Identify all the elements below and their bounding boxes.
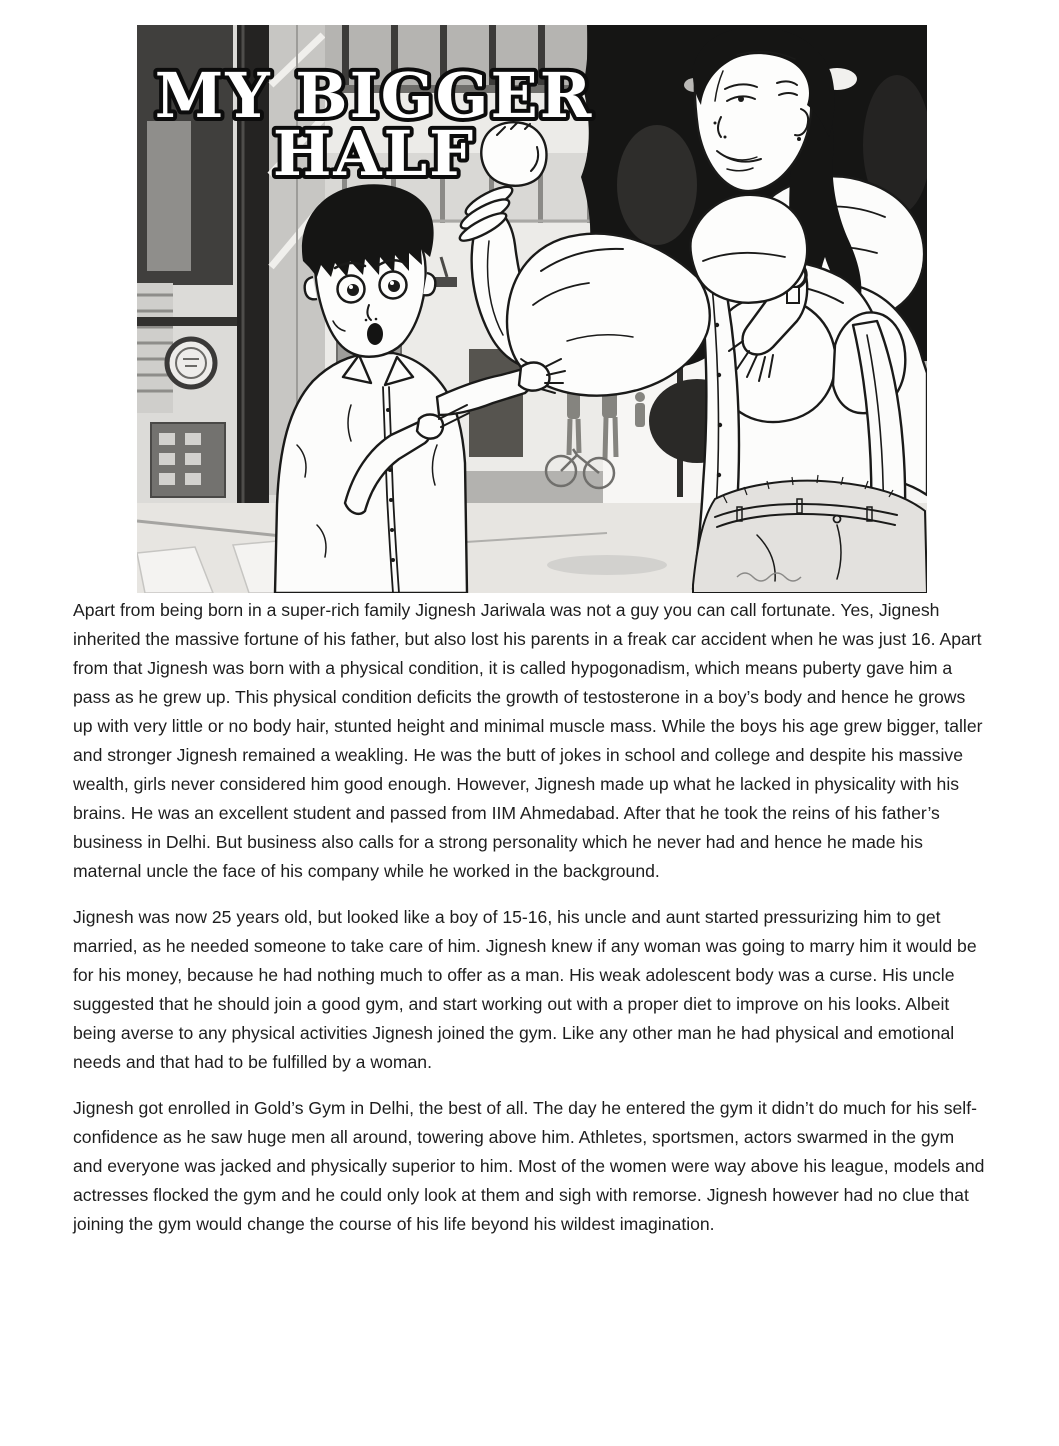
denim-shorts [693,475,927,593]
story-paragraph-3: Jignesh got enrolled in Gold’s Gym in Delhi, the best of all. The day he entered the gym it didn’t do much for his self-confidence as he saw huge men all around, towering above him. Athletes, sportsmen, actors swarmed in the gym and everyone was jacked and physically superior to him. Most of the women were way above his league, models and actresses flocked the gym and he could only look at them and sigh with remorse. Jignesh however had no clue that joining the gym would change the course of his life beyond his wildest imagination. [73,1098,985,1234]
story-text [73,596,987,1256]
story-paragraph-1: Apart from being born in a super-rich family Jignesh Jariwala was not a guy you can call fortunate. Yes, Jignesh inherited the massive fortune of his father, but also lost his parents in a freak car accident when he was just 16. Apart from that Jignesh was born with a physical condition, it is called hypogonadism, which means puberty gave him a pass as he grew up. This physical condition deficits the growth of testosterone in a boy’s body and hence he grows up with very little or no body hair, stunted height and minimal muscle mass. While the boys his age grew bigger, taller and stronger Jignesh remained a weakling. He was the butt of jokes in school and college and despite his massive wealth, girls never considered him good enough. However, Jignesh made up what he lacked in physicality with his brains. He was an excellent student and passed from IIM Ahmedabad. After that he took the reins of his father’s business in Delhi. But business also calls for a strong personality which he never had and hence he made his maternal uncle the face of his company while he worked in the background. [73,600,983,881]
story-paragraph-2: Jignesh was now 25 years old, but looked like a boy of 15-16, his uncle and aunt started pressurizing him to get married, as he needed someone to take care of him. Jignesh knew if any woman was going to marry him it would be for his money, because he had nothing much to offer as a man. His weak adolescent body was a curse. His uncle suggested that he should join a good gym, and start working out with a proper diet to improve on his looks. Albeit being averse to any physical activities Jignesh joined the gym. Like any other man he had physical and emotional needs and that had to be fulfilled by a woman. [73,907,977,1072]
story-cover-illustration [137,25,927,593]
cover-art [137,25,927,593]
round-shop-sign [167,339,215,387]
illustration-title-line1: MY BIGGER [154,59,594,132]
utility-panel [151,423,225,497]
illustration-title-line2: HALF [272,117,476,190]
